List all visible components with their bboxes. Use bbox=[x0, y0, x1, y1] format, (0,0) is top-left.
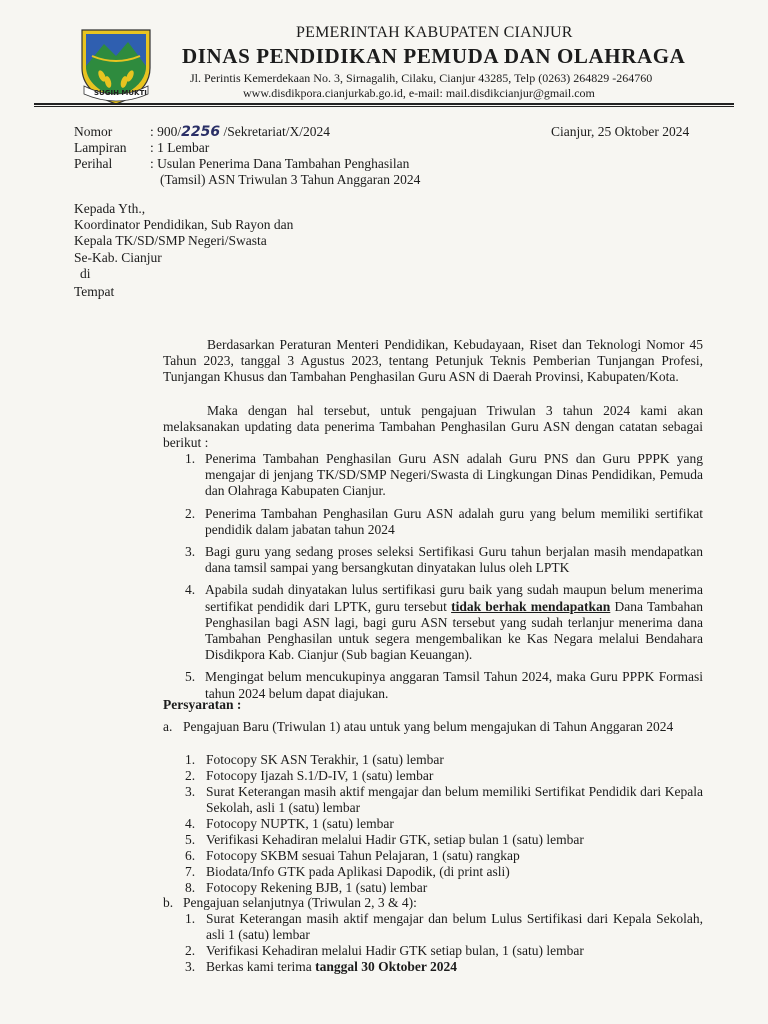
section-a-list bbox=[185, 752, 703, 896]
list-item: 2. Fotocopy Ijazah S.1/D-IV, 1 (satu) lembar bbox=[185, 768, 434, 783]
lampiran-value: : 1 Lembar bbox=[150, 140, 210, 155]
letter-date: Cianjur, 25 Oktober 2024 bbox=[551, 124, 690, 139]
deadline-date: tanggal 30 Oktober 2024 bbox=[315, 959, 457, 974]
perihal-label: Perihal bbox=[74, 156, 113, 171]
list-item: 2. Verifikasi Kehadiran melalui Hadir GTK setiap bulan, 1 (satu) lembar bbox=[185, 943, 584, 958]
list-item: 1. Penerima Tambahan Penghasilan Guru ASN adalah Guru PNS dan Guru PPPK yang mengajar di jenjang TK/SD/SMP Negeri/Swasta di Lingkungan Dinas Pendidikan, Pemuda dan Olahraga Kabupaten Cianjur. bbox=[185, 451, 703, 499]
lampiran-label: Lampiran bbox=[74, 140, 127, 155]
list-item: 6. Fotocopy SKBM sesuai Tahun Pelajaran, 1 (satu) rangkap bbox=[185, 848, 520, 863]
body-paragraph-2: Maka dengan hal tersebut, untuk pengajuan Triwulan 3 tahun 2024 kami akan melaksanakan updating data penerima Tambahan Penghasilan Guru ASN dengan catatan sebagai berikut : bbox=[163, 403, 703, 451]
letterhead-agency: DINAS PENDIDIKAN PEMUDA DAN OLAHRAGA bbox=[182, 44, 686, 68]
nomor-suffix: /Sekretariat/X/2024 bbox=[220, 124, 330, 139]
nomor-label: Nomor bbox=[74, 124, 113, 139]
list-item: 5. Verifikasi Kehadiran melalui Hadir GTK, setiap bulan 1 (satu) lembar bbox=[185, 832, 584, 847]
address-line: di bbox=[80, 265, 91, 281]
list-item: 4. Apabila sudah dinyatakan lulus sertifikasi guru baik yang sudah maupun belum menerima sertifikat pendidik dari LPTK, guru tersebut tidak berhak mendapatkan Dana Tambahan Penghasilan bagi ASN lagi, bagi guru ASN tersebut yang sudah terlanjur menerima dana Tambahan Penghasilan untuk segera mengembalikan ke Kas Negara melalui Bendahara Disdikpora Kab. Cianjur (Sub bagian Keuangan). bbox=[185, 582, 703, 663]
recipient-address bbox=[74, 201, 293, 282]
address-line: Se-Kab. Cianjur bbox=[74, 249, 162, 265]
nomor-handwritten: 2256 bbox=[181, 124, 221, 140]
address-line: Koordinator Pendidikan, Sub Rayon dan bbox=[74, 217, 294, 233]
letterhead-address: Jl. Perintis Kemerdekaan No. 3, Sirnagalih, Cilaku, Cianjur 43285, Telp (0263) 264829 -264760 bbox=[190, 71, 653, 85]
list-item: 3. Surat Keterangan masih aktif mengajar dan belum memiliki Sertifikat Pendidik dari Kepala Sekolah, asli 1 (satu) lembar bbox=[185, 784, 703, 815]
letterhead-contact: www.disdikpora.cianjurkab.go.id, e-mail: mail.disdikcianjur@gmail.com bbox=[243, 86, 595, 100]
address-line: Kepada Yth., bbox=[74, 201, 146, 216]
address-line: Kepala TK/SD/SMP Negeri/Swasta bbox=[74, 233, 267, 249]
list-item: 7. Biodata/Info GTK pada Aplikasi Dapodik, (di print asli) bbox=[185, 864, 510, 879]
list-item: 8. Fotocopy Rekening BJB, 1 (satu) lembar bbox=[185, 880, 428, 895]
nomor-value bbox=[150, 124, 330, 140]
address-place: Tempat bbox=[74, 284, 115, 299]
list-item: 3. Berkas kami terima tanggal 30 Oktober 2024 bbox=[185, 959, 457, 974]
notes-list bbox=[185, 451, 703, 707]
list-item: 1. Fotocopy SK ASN Terakhir, 1 (satu) lembar bbox=[185, 752, 444, 767]
perihal-value-1: : Usulan Penerima Dana Tambahan Penghasilan bbox=[150, 156, 410, 171]
emblem-motto: SUGIH MUKTI bbox=[94, 89, 147, 97]
letterhead-divider-thick bbox=[34, 103, 734, 105]
letterhead-government: PEMERINTAH KABUPATEN CIANJUR bbox=[296, 24, 573, 41]
list-item: 4. Fotocopy NUPTK, 1 (satu) lembar bbox=[185, 816, 394, 831]
section-a-title: Pengajuan Baru (Triwulan 1) atau untuk yang belum mengajukan di Tahun Anggaran 2024 bbox=[183, 719, 674, 734]
requirements-heading: Persyaratan : bbox=[163, 697, 242, 712]
perihal-value-2: (Tamsil) ASN Triwulan 3 Tahun Anggaran 2024 bbox=[160, 172, 421, 187]
list-item: 5. Mengingat belum mencukupinya anggaran Tamsil Tahun 2024, maka Guru PPPK Formasi tahun 2024 belum dapat diajukan. bbox=[185, 669, 703, 701]
list-item: 2. Penerima Tambahan Penghasilan Guru ASN adalah guru yang belum memiliki sertifikat pendidik dalam jabatan tahun 2024 bbox=[185, 505, 703, 537]
section-b-list bbox=[185, 911, 703, 975]
body-paragraph-1: Berdasarkan Peraturan Menteri Pendidikan, Kebudayaan, Riset dan Teknologi Nomor 45 Tahun 2023, tanggal 3 Agustus 2023, tentang Petunjuk Teknis Pemberian Tunjangan Profesi, Tunjangan Khusus dan Tambahan Penghasilan Guru ASN di Daerah Provinsi, Kabupaten/Kota. bbox=[163, 337, 703, 385]
list-item: 3. Bagi guru yang sedang proses seleksi Sertifikasi Guru tahun berjalan masih mendapatkan dana tamsil sampai yang bersangkutan dinyatakan lulus oleh LPTK bbox=[185, 544, 703, 576]
section-b-title: Pengajuan selanjutnya (Triwulan 2, 3 & 4): bbox=[183, 895, 417, 910]
regency-emblem bbox=[76, 26, 156, 106]
list-item: 1. Surat Keterangan masih aktif mengajar dan belum Lulus Sertifikasi dari Kepala Sekolah, asli 1 (satu) lembar bbox=[185, 911, 703, 942]
section-a-letter: a. bbox=[163, 719, 173, 734]
letterhead-divider-thin bbox=[34, 106, 734, 107]
section-b-letter: b. bbox=[163, 895, 174, 910]
emphasis-not-entitled: tidak berhak mendapatkan bbox=[451, 598, 611, 614]
nomor-prefix: : 900/ bbox=[150, 124, 182, 139]
